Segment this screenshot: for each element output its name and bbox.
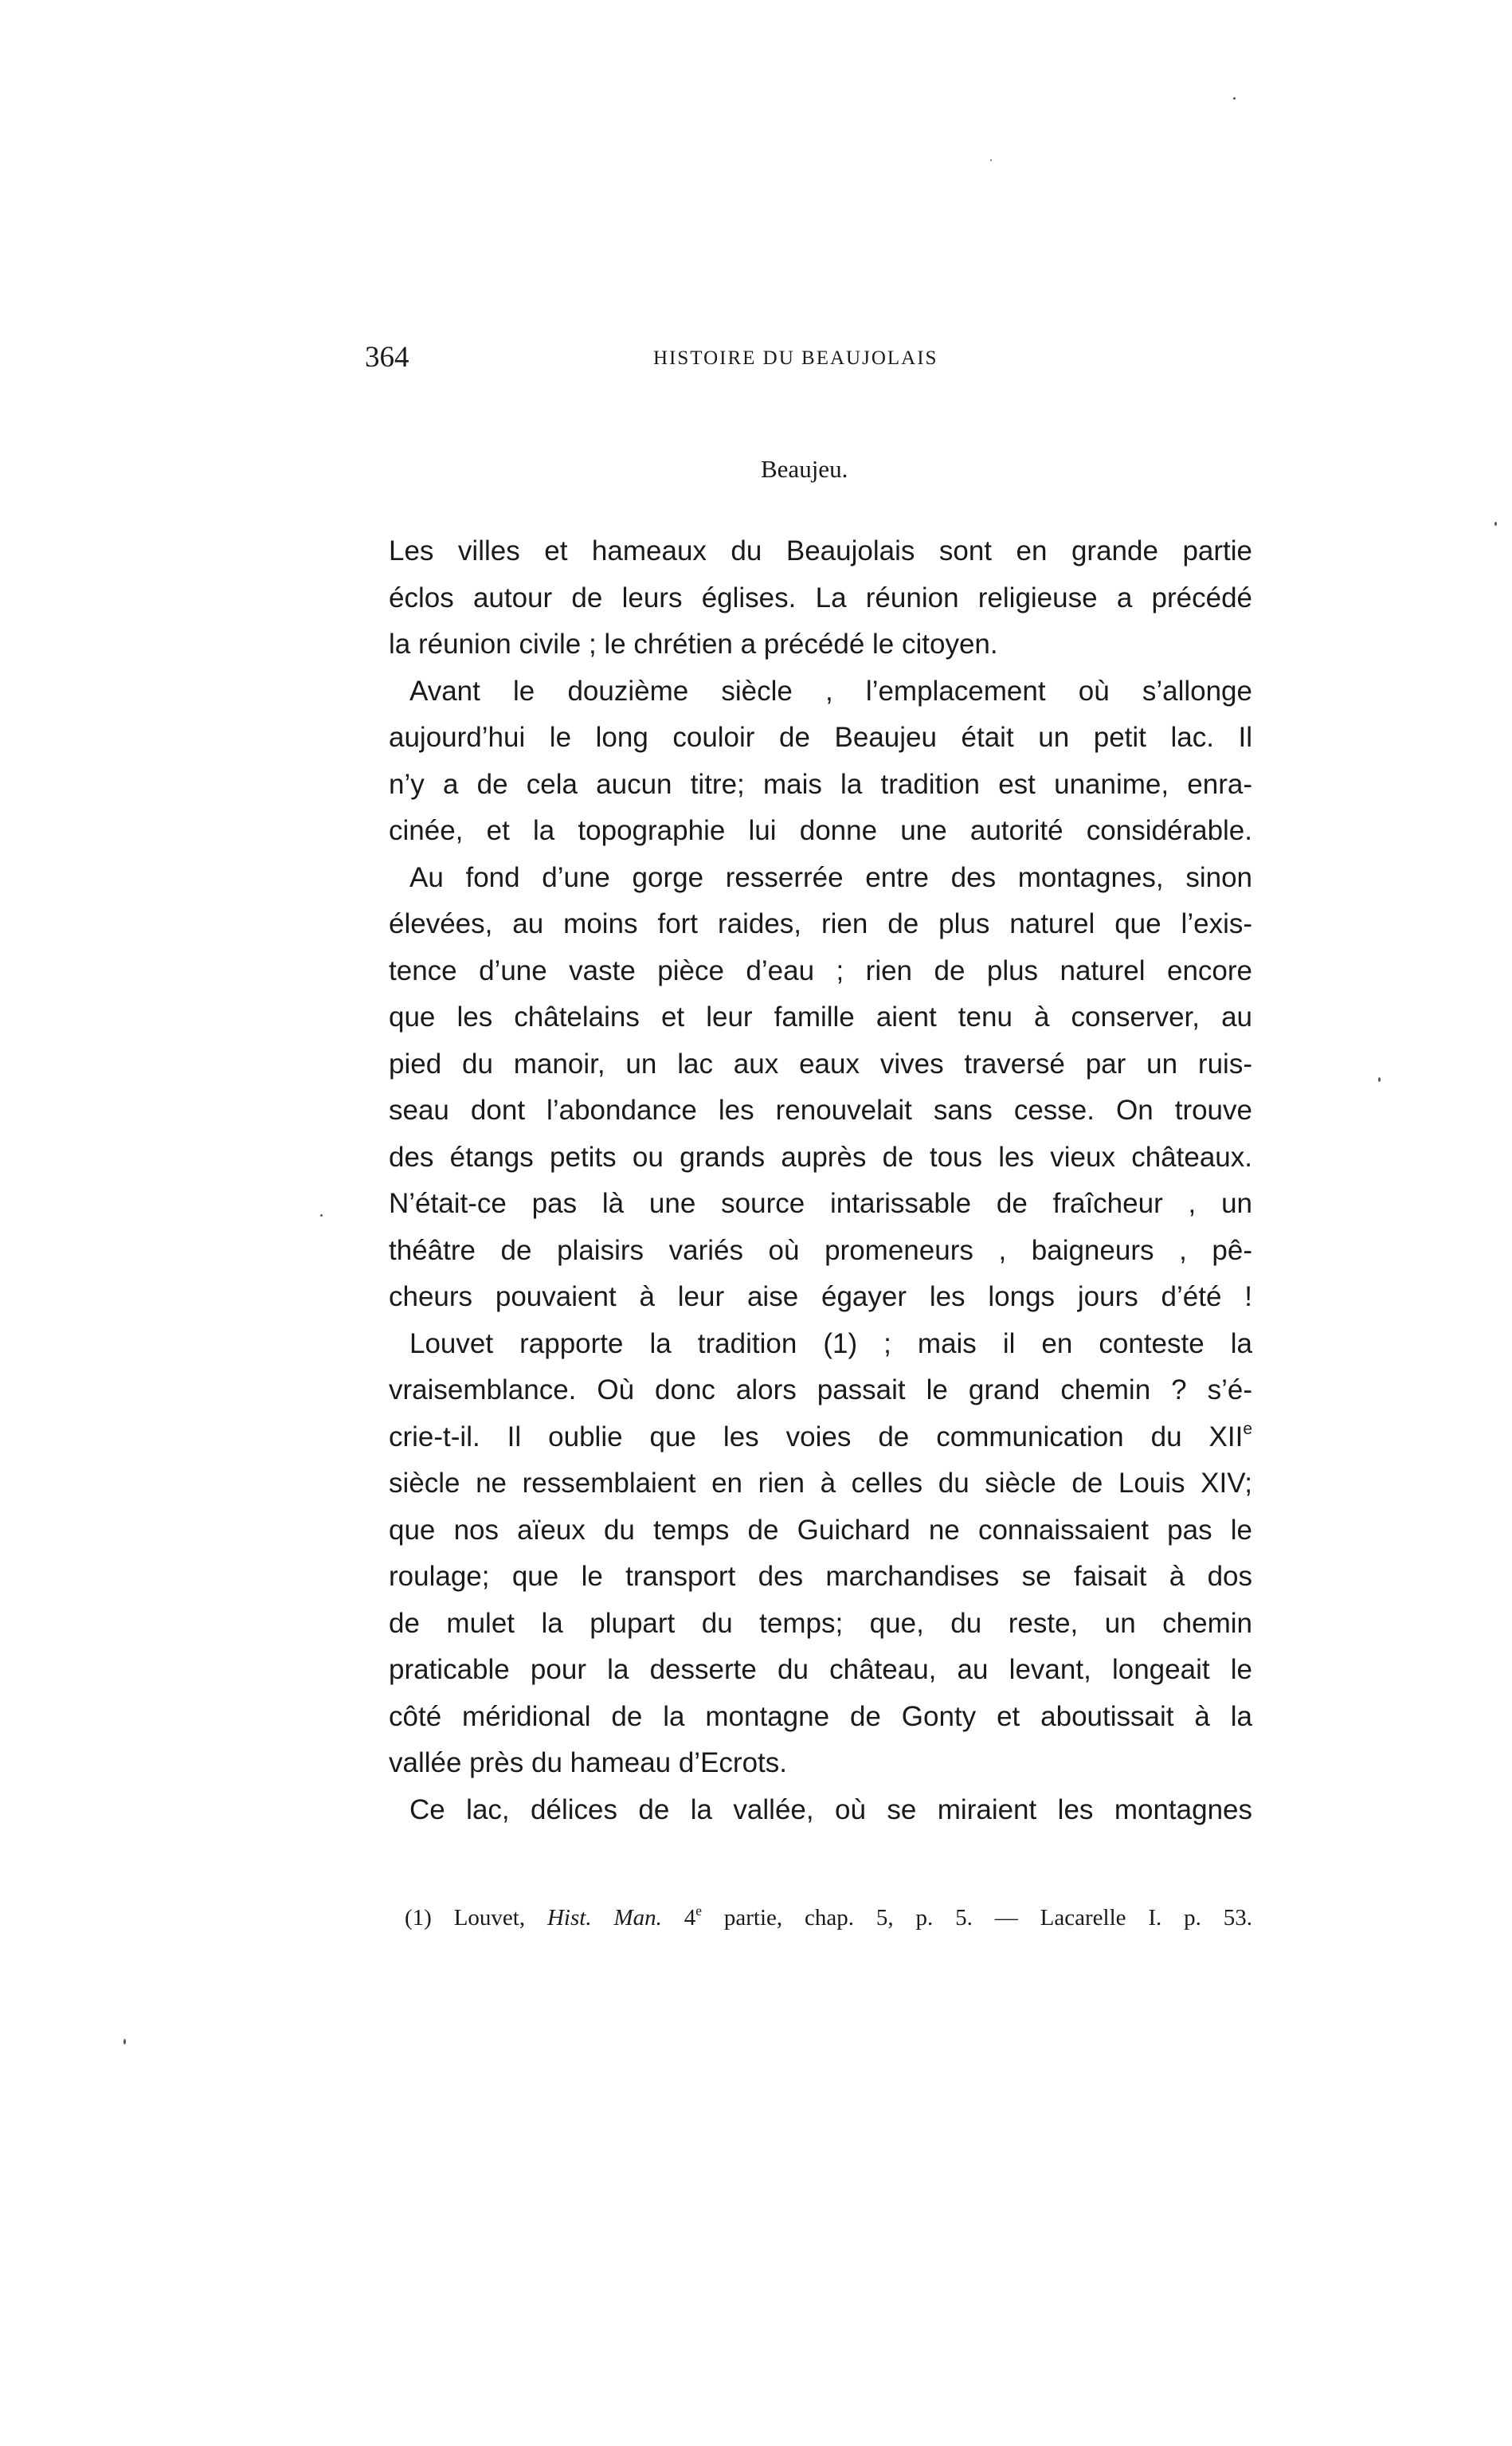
text-line: cheurs pouvaient à leur aise égayer les longs jours d’été !: [389, 1281, 1252, 1312]
footnote-superscript: e: [695, 1902, 702, 1919]
page-number: 364: [365, 341, 409, 374]
body-text: [389, 528, 1252, 1833]
text-line: vraisemblance. Où donc alors passait le grand chemin ? s’é-: [389, 1374, 1252, 1405]
text-line: N’était-ce pas là une source intarissable de fraîcheur , un: [389, 1188, 1252, 1219]
footnote-prefix: (1) Louvet,: [405, 1905, 526, 1931]
text-line: Les villes et hameaux du Beaujolais sont en grande partie: [389, 535, 1252, 566]
text-line: de mulet la plupart du temps; que, du reste, un chemin: [389, 1607, 1252, 1639]
scan-speck: [320, 1214, 323, 1217]
running-head: HISTOIRE DU BEAUJOLAIS: [653, 347, 938, 369]
text-line: que les châtelains et leur famille aient tenu à conserver, au: [389, 1002, 1252, 1033]
superscript-e: e: [1243, 1419, 1252, 1438]
scan-speck: [990, 159, 992, 161]
footnote: [405, 1902, 1253, 1931]
text-line: pied du manoir, un lac aux eaux vives traversé par un ruis-: [389, 1048, 1252, 1080]
text-line: que nos aïeux du temps de Guichard ne connaissaient pas le: [389, 1514, 1252, 1546]
text-line: seau dont l’abondance les renouvelait sans cesse. On trouve: [389, 1095, 1252, 1126]
text-line: Avant le douzième siècle , l’emplacement où s’allonge: [409, 675, 1252, 707]
text-line: roulage; que le transport des marchandises se faisait à dos: [389, 1561, 1252, 1592]
text-line: Au fond d’une gorge resserrée entre des montagnes, sinon: [409, 861, 1252, 893]
scan-speck: [1233, 97, 1236, 100]
text-line: cinée, et la topographie lui donne une autorité considérable.: [389, 815, 1252, 846]
text-line: Louvet rapporte la tradition (1) ; mais il en conteste la: [409, 1327, 1252, 1359]
text-line: [389, 1414, 1252, 1461]
section-title: Beaujeu.: [761, 455, 848, 483]
scan-speck: [123, 2039, 126, 2044]
text-line: des étangs petits ou grands auprès de tous les vieux châteaux.: [389, 1141, 1252, 1173]
footnote-italic-title: Hist. Man.: [546, 1905, 662, 1931]
text-line: tence d’une vaste pièce d’eau ; rien de plus naturel encore: [389, 954, 1252, 986]
text-line: théâtre de plaisirs variés où promeneurs , baigneurs , pê-: [389, 1234, 1252, 1266]
text-line: siècle ne ressemblaient en rien à celles du siècle de Louis XIV;: [389, 1468, 1252, 1499]
text-line: la réunion civile ; le chrétien a précédé le citoyen.: [389, 629, 998, 660]
scan-speck: [1494, 522, 1497, 526]
text-line: Ce lac, délices de la vallée, où se miraient les montagnes: [409, 1793, 1252, 1825]
scan-speck: [1378, 1077, 1381, 1082]
text-line: n’y a de cela aucun titre; mais la tradition est unanime, enra-: [389, 768, 1252, 800]
text-line-main: crie-t-il. Il oublie que les voies de communication du XII: [389, 1421, 1244, 1452]
text-line: aujourd’hui le long couloir de Beaujeu était un petit lac. Il: [389, 722, 1252, 753]
footnote-rest: partie, chap. 5, p. 5. — Lacarelle I. p. 53.: [723, 1905, 1253, 1931]
text-line: côté méridional de la montagne de Gonty et aboutissait à la: [389, 1700, 1252, 1732]
footnote-part-number: 4: [684, 1905, 696, 1931]
text-line: vallée près du hameau d’Ecrots.: [389, 1747, 787, 1778]
text-line: éclos autour de leurs églises. La réunion religieuse a précédé: [389, 582, 1252, 613]
text-line: praticable pour la desserte du château, au levant, longeait le: [389, 1654, 1252, 1685]
text-line: élevées, au moins fort raides, rien de plus naturel que l’exis-: [389, 908, 1252, 939]
